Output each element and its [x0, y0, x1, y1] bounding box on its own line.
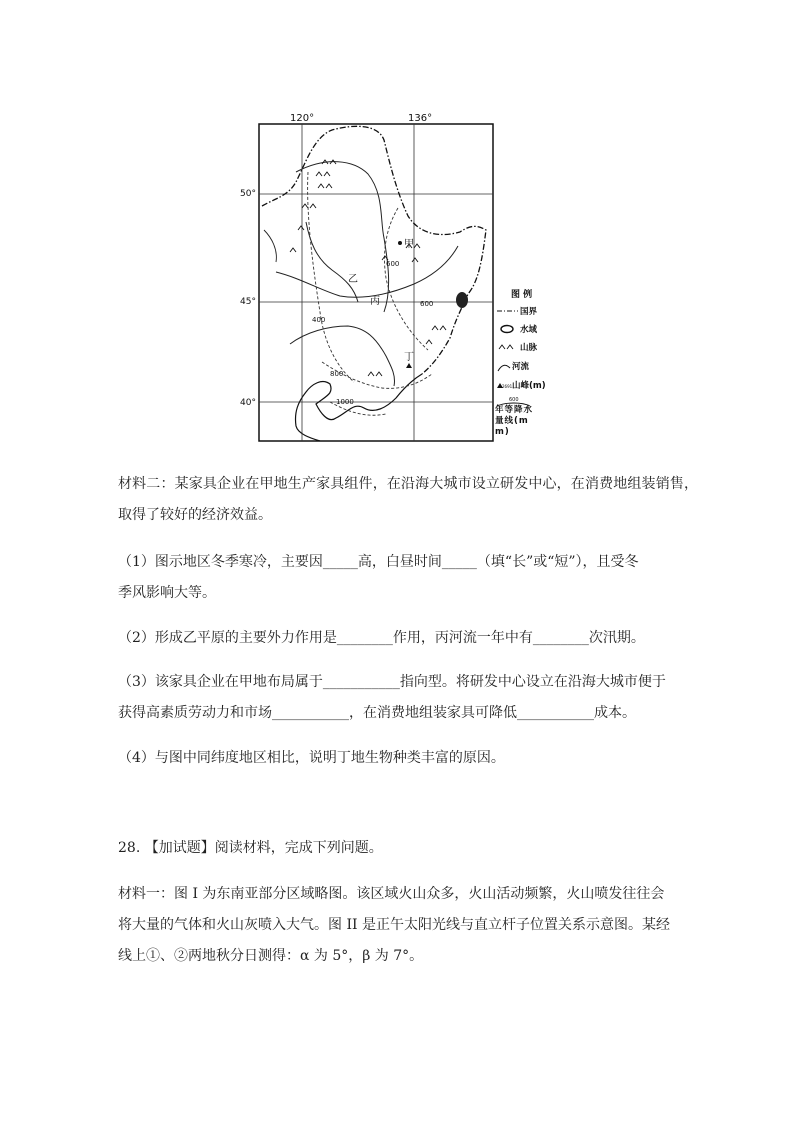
isohyet-label-600-north: 600: [386, 260, 400, 268]
material-one-line-1: 材料一：图 I 为东南亚部分区域略图。该区域火山众多，火山活动频繁，火山喷发往往会: [118, 886, 665, 902]
lat-label-45: 45°: [240, 297, 256, 307]
question-3: [118, 667, 698, 729]
national-border: [262, 126, 486, 374]
place-label-bing: 丙: [370, 296, 380, 307]
material-two-paragraph: [118, 469, 698, 531]
question-3-line-1: （3）该家具企业在甲地布局属于___________指向型。将研发中心设立在沿海大城市便于: [118, 674, 666, 690]
isohyet-label-800: 800: [330, 370, 344, 378]
question-3-line-2: 获得高素质劳动力和市场___________，在消费地组装家具可降低___________成本。: [118, 705, 636, 721]
isohyet-600-north: [385, 208, 429, 350]
legend-water-label: 水域: [520, 325, 538, 335]
isohyet-label-600-east: 600: [420, 300, 434, 308]
peak-ding-marker: [406, 363, 412, 368]
lake-khanka: [456, 292, 468, 308]
place-label-ding: 丁: [404, 352, 414, 363]
point-jia-marker: [398, 241, 402, 245]
question-1: [118, 547, 698, 609]
question-2: [118, 623, 698, 654]
question-28-title: 28. 【加试题】阅读材料，完成下列问题。: [118, 840, 383, 856]
question-1-line-1: （1）图示地区冬季寒冷，主要因_____高，白昼时间_____（填“长”或“短”），且受冬: [118, 554, 639, 570]
legend-title: 图 例: [511, 290, 533, 300]
lon-label-136: 136°: [408, 113, 433, 124]
question-1-line-2: 季风影响大等。: [118, 585, 216, 601]
legend-mountain-label: 山脉: [520, 343, 538, 353]
river-nen: [306, 222, 358, 302]
legend-peak-sample: 2691: [502, 384, 513, 389]
question-2-text: （2）形成乙平原的主要外力作用是________作用，丙河流一年中有________次汛期。: [118, 630, 645, 646]
lat-label-40: 40°: [240, 398, 256, 408]
place-label-jia: 甲: [404, 239, 414, 250]
lon-label-120: 120°: [290, 113, 315, 124]
river-west: [264, 230, 276, 262]
material-two-text: 材料二：某家具企业在甲地生产家具组件，在沿海大城市设立研发中心，在消费地组装销售，取得了较好的经济效益。: [118, 476, 698, 523]
place-label-yi: 乙: [348, 274, 358, 285]
material-one-line-3: 线上①、②两地秋分日测得：α 为 5°，β 为 7°。: [118, 948, 424, 964]
legend-border-label: 国界: [520, 307, 538, 317]
map-legend: [495, 288, 546, 439]
legend-isohyet-sample: 600: [509, 397, 519, 403]
lat-label-50: 50°: [240, 189, 256, 199]
question-4: [118, 743, 698, 774]
question-4-text: （4）与图中同纬度地区相比，说明丁地生物种类丰富的原因。: [118, 750, 505, 766]
legend-peak-label: 山峰(m): [512, 381, 546, 391]
map-frame: [259, 124, 493, 441]
northeast-china-map: [236, 112, 546, 442]
question-28-heading: [118, 833, 698, 864]
legend-isohyet-label-box: [495, 405, 537, 439]
isohyet-label-1000: 1000: [336, 398, 354, 406]
material-one-line-2: 将大量的气体和火山灰喷入大气。图 II 是正午太阳光线与直立杆子位置关系示意图。某经: [118, 917, 670, 933]
isohyet-label-400: 400: [312, 316, 326, 324]
coastline: [295, 374, 422, 441]
legend-river-symbol: [498, 365, 510, 371]
legend-river-label: 河流: [512, 362, 530, 372]
legend-mountain-symbol: [499, 345, 513, 349]
question-28-material-one: [118, 879, 698, 972]
legend-water-symbol: [501, 326, 513, 333]
river-songhua: [276, 246, 458, 297]
legend-isohyet-label: 年等降水量线(mm): [495, 405, 534, 437]
